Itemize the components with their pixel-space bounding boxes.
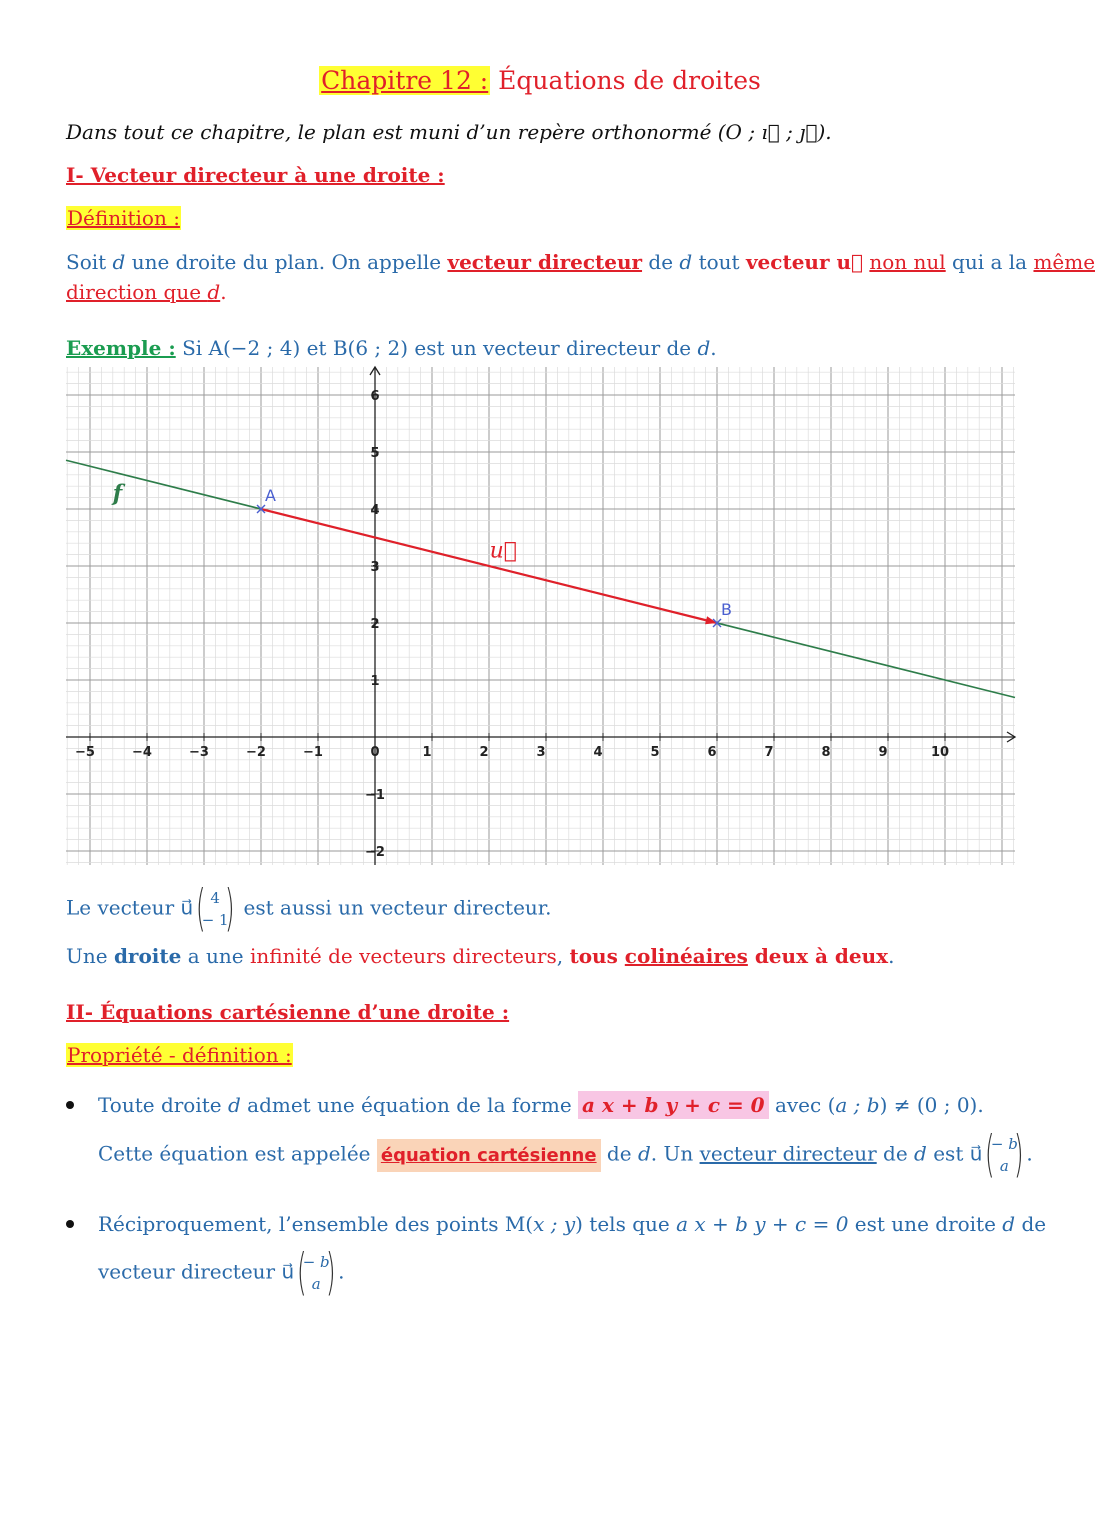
x-tick-label: −1 [303,745,323,760]
vector-4-minus1: ( 4 − 1 ) [196,879,235,937]
summary-3: , [556,944,570,968]
y-tick-label: 1 [370,674,380,689]
example-label: Exemple : [66,336,176,360]
y-tick-label: −1 [365,788,385,803]
section-1-title: I- Vecteur directeur à une droite : [66,163,445,187]
def-vecteur: vecteur [745,250,837,274]
b2-d: d [1002,1212,1016,1236]
def-text-5: qui a la [945,250,1034,274]
def-end: . [220,280,227,304]
b1-l2-d: d [637,1141,651,1166]
bullet-1-line-2 [98,1125,1033,1183]
b2-text-1: Réciproquement, l’ensemble des points M( [98,1212,534,1236]
point-A-label: A [265,486,276,505]
b1-text-3: avec ( [768,1093,836,1117]
def-text-1: Soit [66,250,113,274]
x-tick-label: 0 [370,745,380,760]
b1-text-1: Toute droite [98,1093,228,1117]
le-vecteur-text: Le vecteur [66,895,181,920]
summary-2: a une [181,944,250,968]
summary-end: . [888,944,895,968]
definition-label: Définition : [67,206,180,230]
def-meme: même [1033,250,1095,274]
bullet-2-icon [66,1220,74,1228]
other-vector-rest: est aussi un vecteur directeur. [243,895,552,920]
b1-matrix-top: − b [990,1135,1018,1153]
bullet-2-line-2 [98,1243,345,1301]
def-u: u⃗ [836,250,864,274]
summary-deux: deux à deux [747,944,889,968]
y-tick-label: 5 [370,446,380,461]
b1-vector-matrix: ( − b a ) [985,1125,1024,1183]
y-tick-label: 2 [370,617,380,632]
def-non-nul: non nul [869,250,946,274]
b2-text-4: de [1015,1212,1047,1236]
chapter-title: Équations de droites [490,66,761,95]
y-tick-label: 3 [370,560,380,575]
b1-l2-text-1: Cette équation est appelée [98,1141,377,1166]
summary-1: Une [66,944,114,968]
b1-l2-text-2: de [600,1141,638,1166]
summary-tous: tous [569,944,625,968]
x-tick-label: −2 [246,745,266,760]
x-tick-label: 4 [593,745,603,760]
x-tick-label: 10 [930,745,950,760]
intro-text: Dans tout ce chapitre, le plan est muni d’un repère orthonormé (O ; ı⃗ ; ȷ⃗). [66,120,832,144]
example-text: Si A(−2 ; 4) et B(6 ; 2) est un vecteur directeur de [175,336,698,360]
b2-xy: x ; y [533,1212,576,1236]
b2-equation: a x + b y + c = 0 [676,1212,849,1236]
x-tick-label: 7 [764,745,774,760]
chapter-number: Chapitre 12 : [321,66,489,95]
x-tick-label: −3 [189,745,209,760]
summary-infinite: infinité de vecteurs directeurs [249,944,557,968]
b2-vector-matrix: ( − b a ) [297,1243,336,1301]
y-tick-label: −2 [365,845,385,860]
x-tick-label: 3 [536,745,546,760]
def-d-2: d [679,250,693,274]
bullet-1-icon [66,1101,74,1109]
summary-line [66,941,894,971]
b1-l2-d-2: d [914,1141,927,1166]
b1-l2-text-4: de [876,1141,915,1166]
x-tick-label: −5 [75,745,95,760]
y-tick-label: 4 [370,503,380,518]
point-B-label: B [721,600,732,619]
b1-d: d [227,1093,241,1117]
b2-matrix-bottom: a [311,1275,321,1293]
summary-colineaires: colinéaires [624,944,748,968]
example-d: d [697,336,711,360]
b1-end: . [1026,1141,1033,1166]
b1-equation: a x + b y + c = 0 [578,1091,769,1119]
x-tick-label: 6 [707,745,717,760]
x-tick-label: 9 [878,745,888,760]
example-end: . [710,336,717,360]
section-2-title: II- Équations cartésienne d’une droite : [66,1000,510,1024]
b1-equation-cartesienne: équation cartésienne [377,1139,601,1172]
x-tick-label: −4 [132,745,152,760]
b1-l2-text-5: est [926,1141,970,1166]
b2-text-2: ) tels que [575,1212,677,1236]
x-tick-label: 8 [821,745,831,760]
b1-text-4: ) ≠ (0 ; 0). [879,1093,984,1117]
summary-droite: droite [113,944,182,968]
x-tick-label: 5 [650,745,660,760]
y-tick-label: 6 [370,389,380,404]
def-vecteur-directeur: vecteur directeur [447,250,643,274]
property-label: Propriété - définition : [67,1043,292,1067]
b1-u: u⃗ [969,1141,983,1166]
b2-text-3: est une droite [848,1212,1003,1236]
def-direction-text: direction que [66,280,208,304]
b1-ab: a ; b [835,1093,880,1117]
b1-l2-text-3: . Un [650,1141,700,1166]
vector-bottom: − 1 [201,911,229,929]
x-tick-label: 2 [479,745,489,760]
bullet-1-line-1 [98,1090,984,1120]
b2-l2-text: vecteur directeur [98,1259,282,1284]
bullet-2-line-1 [98,1209,1046,1239]
line-f-label: f [112,480,123,507]
b1-matrix-bottom: a [999,1157,1009,1175]
b1-vecteur-directeur: vecteur directeur [699,1141,877,1166]
b2-matrix-top: − b [302,1253,330,1271]
def-text-3: de [642,250,680,274]
b2-end: . [338,1259,345,1284]
vector-u-label: u⃗ [489,538,517,564]
vector-u-symbol: u⃗ [180,895,194,920]
other-vector-line [66,879,552,937]
x-tick-label: 1 [422,745,432,760]
vector-top: 4 [210,889,220,907]
def-text-2: une droite du plan. On appelle [125,250,448,274]
def-d: d [112,250,126,274]
def-d-3: d [207,280,221,304]
b1-text-2: admet une équation de la forme [240,1093,579,1117]
def-text-4: tout [692,250,746,274]
b2-u: u⃗ [281,1259,295,1284]
